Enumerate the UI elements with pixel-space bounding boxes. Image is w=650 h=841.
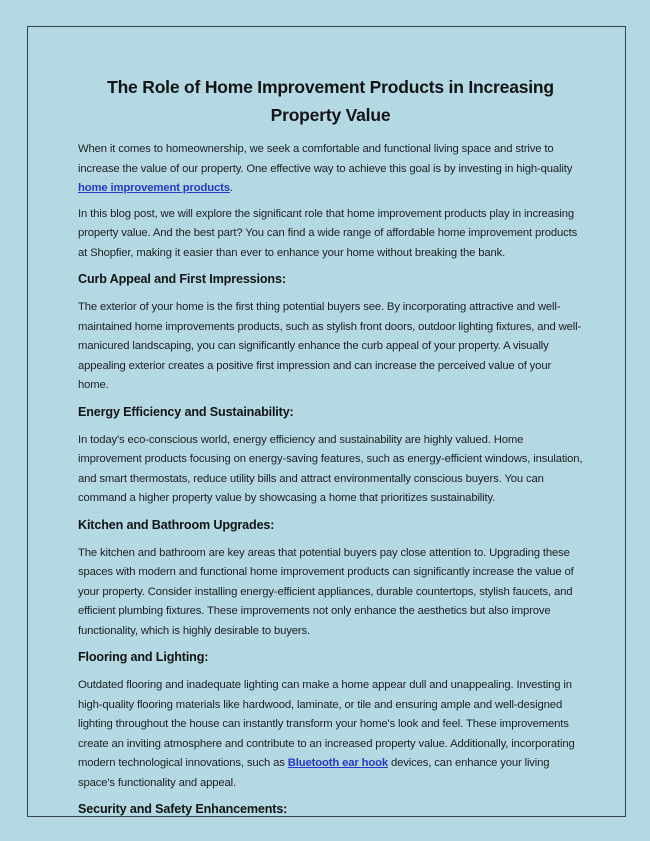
- page-title-line-2: Property Value: [270, 105, 391, 125]
- page-title: [78, 73, 583, 129]
- intro-paragraph-1-period: .: [229, 182, 233, 194]
- intro-paragraph-2: In this blog post, we will explore the significant role that home improvement products play in increasing property value. And the best part? You can find a wide range of affordable home improvement products at Shopfier, making it easier than ever to enhance your home without breaking the bank.: [78, 207, 578, 259]
- home-improvement-products-link[interactable]: home improvement products: [78, 182, 230, 194]
- section-heading-flooring-lighting: Flooring and Lighting:: [78, 650, 209, 664]
- section-heading-curb-appeal: Curb Appeal and First Impressions:: [78, 272, 286, 286]
- section-heading-kitchen-bathroom: Kitchen and Bathroom Upgrades:: [78, 517, 275, 532]
- section-heading-security-safety: Security and Safety Enhancements:: [78, 802, 288, 816]
- document-page: [27, 26, 626, 817]
- section-body-energy-efficiency: In today's eco-conscious world, energy efficiency and sustainability are highly valued. Home improvement products focusing on energy-saving features, such as energy-efficient windows, insulation, and smart thermostats, reduce utility bills and attract environmentally conscious buyers. You can command a higher property value by showcasing a home that prioritizes sustainability.: [78, 433, 583, 504]
- section-body-flooring-lighting-text: Outdated flooring and inadequate lighting can make a home appear dull and unappealing. Investing in high-quality flooring materials like hardwood, laminate, or tile and ensuring ample and well-designed lighting throughout the house can instantly transform your home's look and feel. These improvements create an inviting atmosphere and contribute to an increased property value. Additionally, incorporating modern technological innovations, such as: [78, 679, 575, 769]
- section-body-flooring-lighting: [78, 676, 583, 793]
- intro-paragraph-1: [78, 140, 583, 199]
- bluetooth-ear-hook-link[interactable]: Bluetooth ear hook: [287, 757, 388, 769]
- section-body-curb-appeal: The exterior of your home is the first thing potential buyers see. By incorporating attractive and well-maintained home improvements products, such as stylish front doors, outdoor lighting fixtures, and well-manicured landscaping, you can significantly enhance the curb appeal of your property. A visually appealing exterior creates a positive first impression and can increase the perceived value of your home.: [78, 301, 582, 391]
- page-title-line-1: The Role of Home Improvement Products in Increasing: [107, 77, 554, 97]
- section-body-flooring-lighting-text-after: devices, can enhance your living space's functionality and appeal.: [78, 757, 550, 789]
- section-body-kitchen-bathroom: The kitchen and bathroom are key areas that potential buyers pay close attention to. Upgrading these spaces with modern and functional home improvement products can significantly increase the value of your property. Consider installing energy-efficient appliances, durable countertops, stylish faucets, and efficient plumbing fixtures. These improvements not only enhance the aesthetics but also improve functionality, which is highly desirable to buyers.: [78, 546, 574, 637]
- document-content: [78, 73, 583, 828]
- intro-paragraph-1-text: When it comes to homeownership, we seek a comfortable and functional living space and strive to increase the value of our property. One effective way to achieve this goal is by investing in high-quality: [78, 143, 573, 175]
- section-heading-energy-efficiency: Energy Efficiency and Sustainability:: [78, 404, 294, 419]
